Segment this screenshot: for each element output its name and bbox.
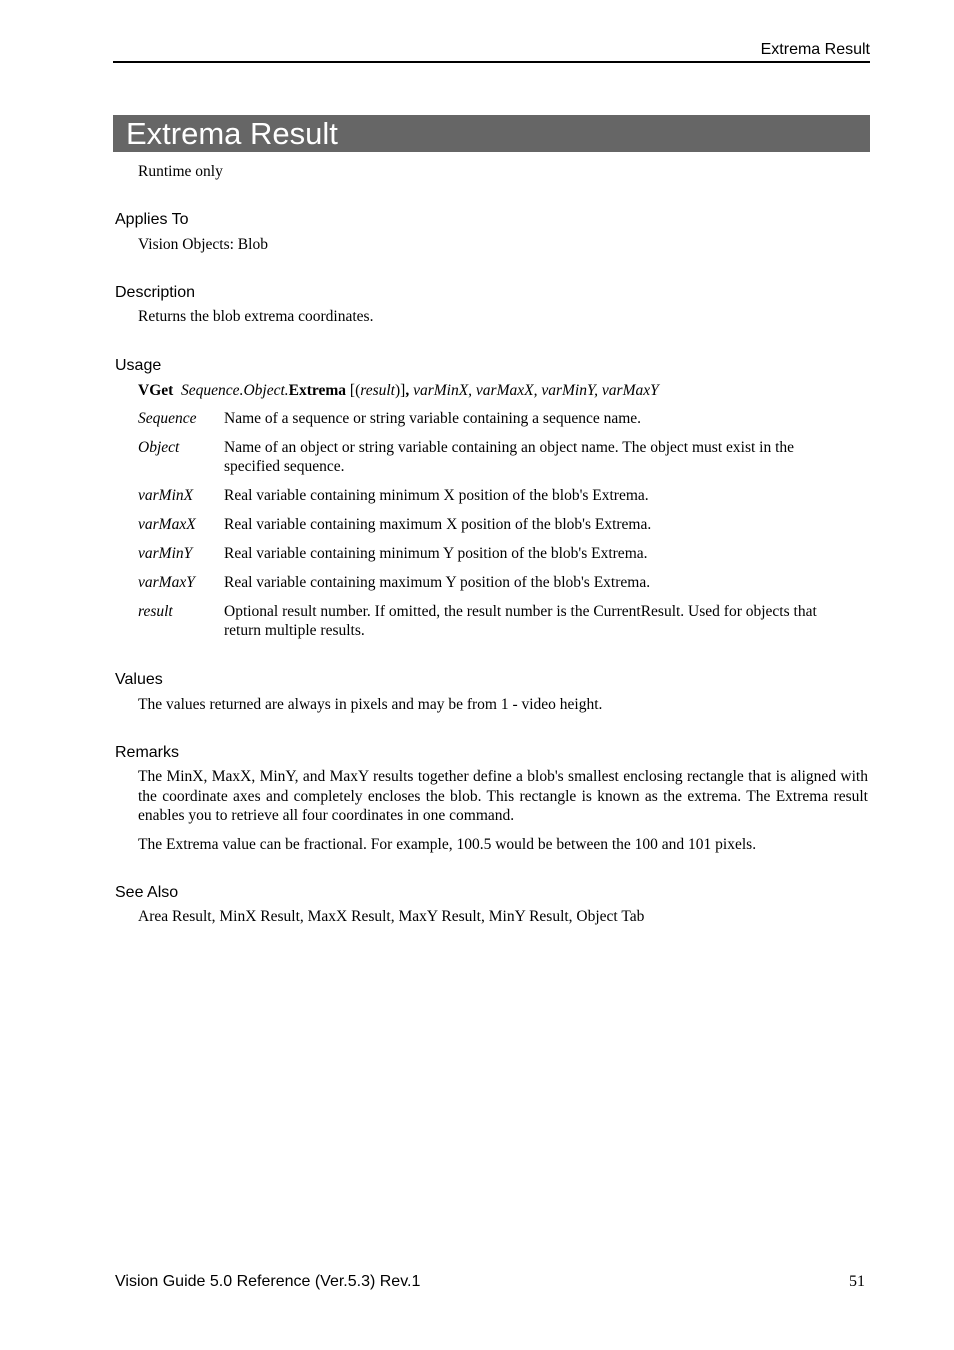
see-also-section <box>113 883 870 927</box>
parameter-list <box>138 409 870 640</box>
see-also-text: Area Result, MinX Result, MaxX Result, MaxY Result, MinY Result, Object Tab <box>138 908 645 925</box>
param-row <box>138 486 870 505</box>
param-desc: Real variable containing maximum X position of the blob's Extrema. <box>224 515 652 533</box>
param-name: varMinX <box>138 486 194 504</box>
param-row <box>138 515 870 534</box>
syntax-vars: varMinX, varMaxX, varMinY, varMaxY <box>409 382 659 399</box>
values-heading: Values <box>115 671 163 688</box>
syntax-close: )] <box>394 382 406 399</box>
usage-section <box>113 356 870 650</box>
values-section <box>113 670 870 715</box>
syntax-command: VGet <box>138 382 174 399</box>
param-row <box>138 602 870 640</box>
usage-heading: Usage <box>115 357 162 374</box>
param-desc: Optional result number. If omitted, the result number is the CurrentResult. Used for objects that return multiple results. <box>224 602 817 639</box>
applies-to-section <box>113 210 870 255</box>
description-section <box>113 283 870 327</box>
syntax-result: result <box>360 382 395 399</box>
param-row <box>138 438 870 476</box>
param-name: Sequence <box>138 409 197 427</box>
usage-syntax <box>138 381 868 401</box>
param-row <box>138 544 870 563</box>
page-title: Extrema Result <box>113 115 870 152</box>
remarks-heading: Remarks <box>115 744 180 761</box>
param-name: varMaxX <box>138 515 196 533</box>
running-header: Extrema Result <box>760 41 870 58</box>
values-text: The values returned are always in pixels and may be from 1 - video height. <box>138 696 603 713</box>
param-desc: Name of a sequence or string variable containing a sequence name. <box>224 409 642 427</box>
syntax-open: [( <box>346 382 361 399</box>
see-also-heading: See Also <box>115 884 179 901</box>
remarks-paragraph-2: The Extrema value can be fractional. For example, 100.5 would be between the 100 and 101 pixels. <box>138 835 757 853</box>
param-name: varMaxY <box>138 573 195 591</box>
syntax-property: Extrema <box>288 382 347 399</box>
param-desc: Name of an object or string variable containing an object name. The object must exist in the specified sequence. <box>224 438 795 475</box>
param-row <box>138 409 870 428</box>
footer-document-title: Vision Guide 5.0 Reference (Ver.5.3) Rev.1 <box>115 1273 421 1290</box>
syntax-sequence-object: Sequence.Object. <box>181 382 289 399</box>
description-heading: Description <box>115 284 196 301</box>
param-name: varMinY <box>138 544 193 562</box>
syntax-comma: , <box>405 382 410 399</box>
param-desc: Real variable containing minimum Y position of the blob's Extrema. <box>224 544 648 562</box>
param-name: Object <box>138 438 180 456</box>
remarks-paragraph-1: The MinX, MaxX, MinY, and MaxY results together define a blob's smallest enclosing rectangle that is aligned with the coordinate axes and completely encloses the blob. This rectangle is known as the extrema. The Extrema result enables you to retrieve all four coordinates in one command. <box>138 768 868 824</box>
applies-to-text: Vision Objects: Blob <box>138 236 268 253</box>
param-row <box>138 573 870 592</box>
param-desc: Real variable containing minimum X position of the blob's Extrema. <box>224 486 649 504</box>
runtime-note: Runtime only <box>138 163 223 180</box>
applies-to-heading: Applies To <box>115 211 189 228</box>
param-name: result <box>138 602 173 620</box>
description-text: Returns the blob extrema coordinates. <box>138 308 374 325</box>
remarks-section <box>113 743 870 854</box>
param-desc: Real variable containing maximum Y position of the blob's Extrema. <box>224 573 651 591</box>
page-number: 51 <box>849 1273 865 1290</box>
header-rule <box>113 61 870 63</box>
runtime-note-section <box>113 162 870 182</box>
